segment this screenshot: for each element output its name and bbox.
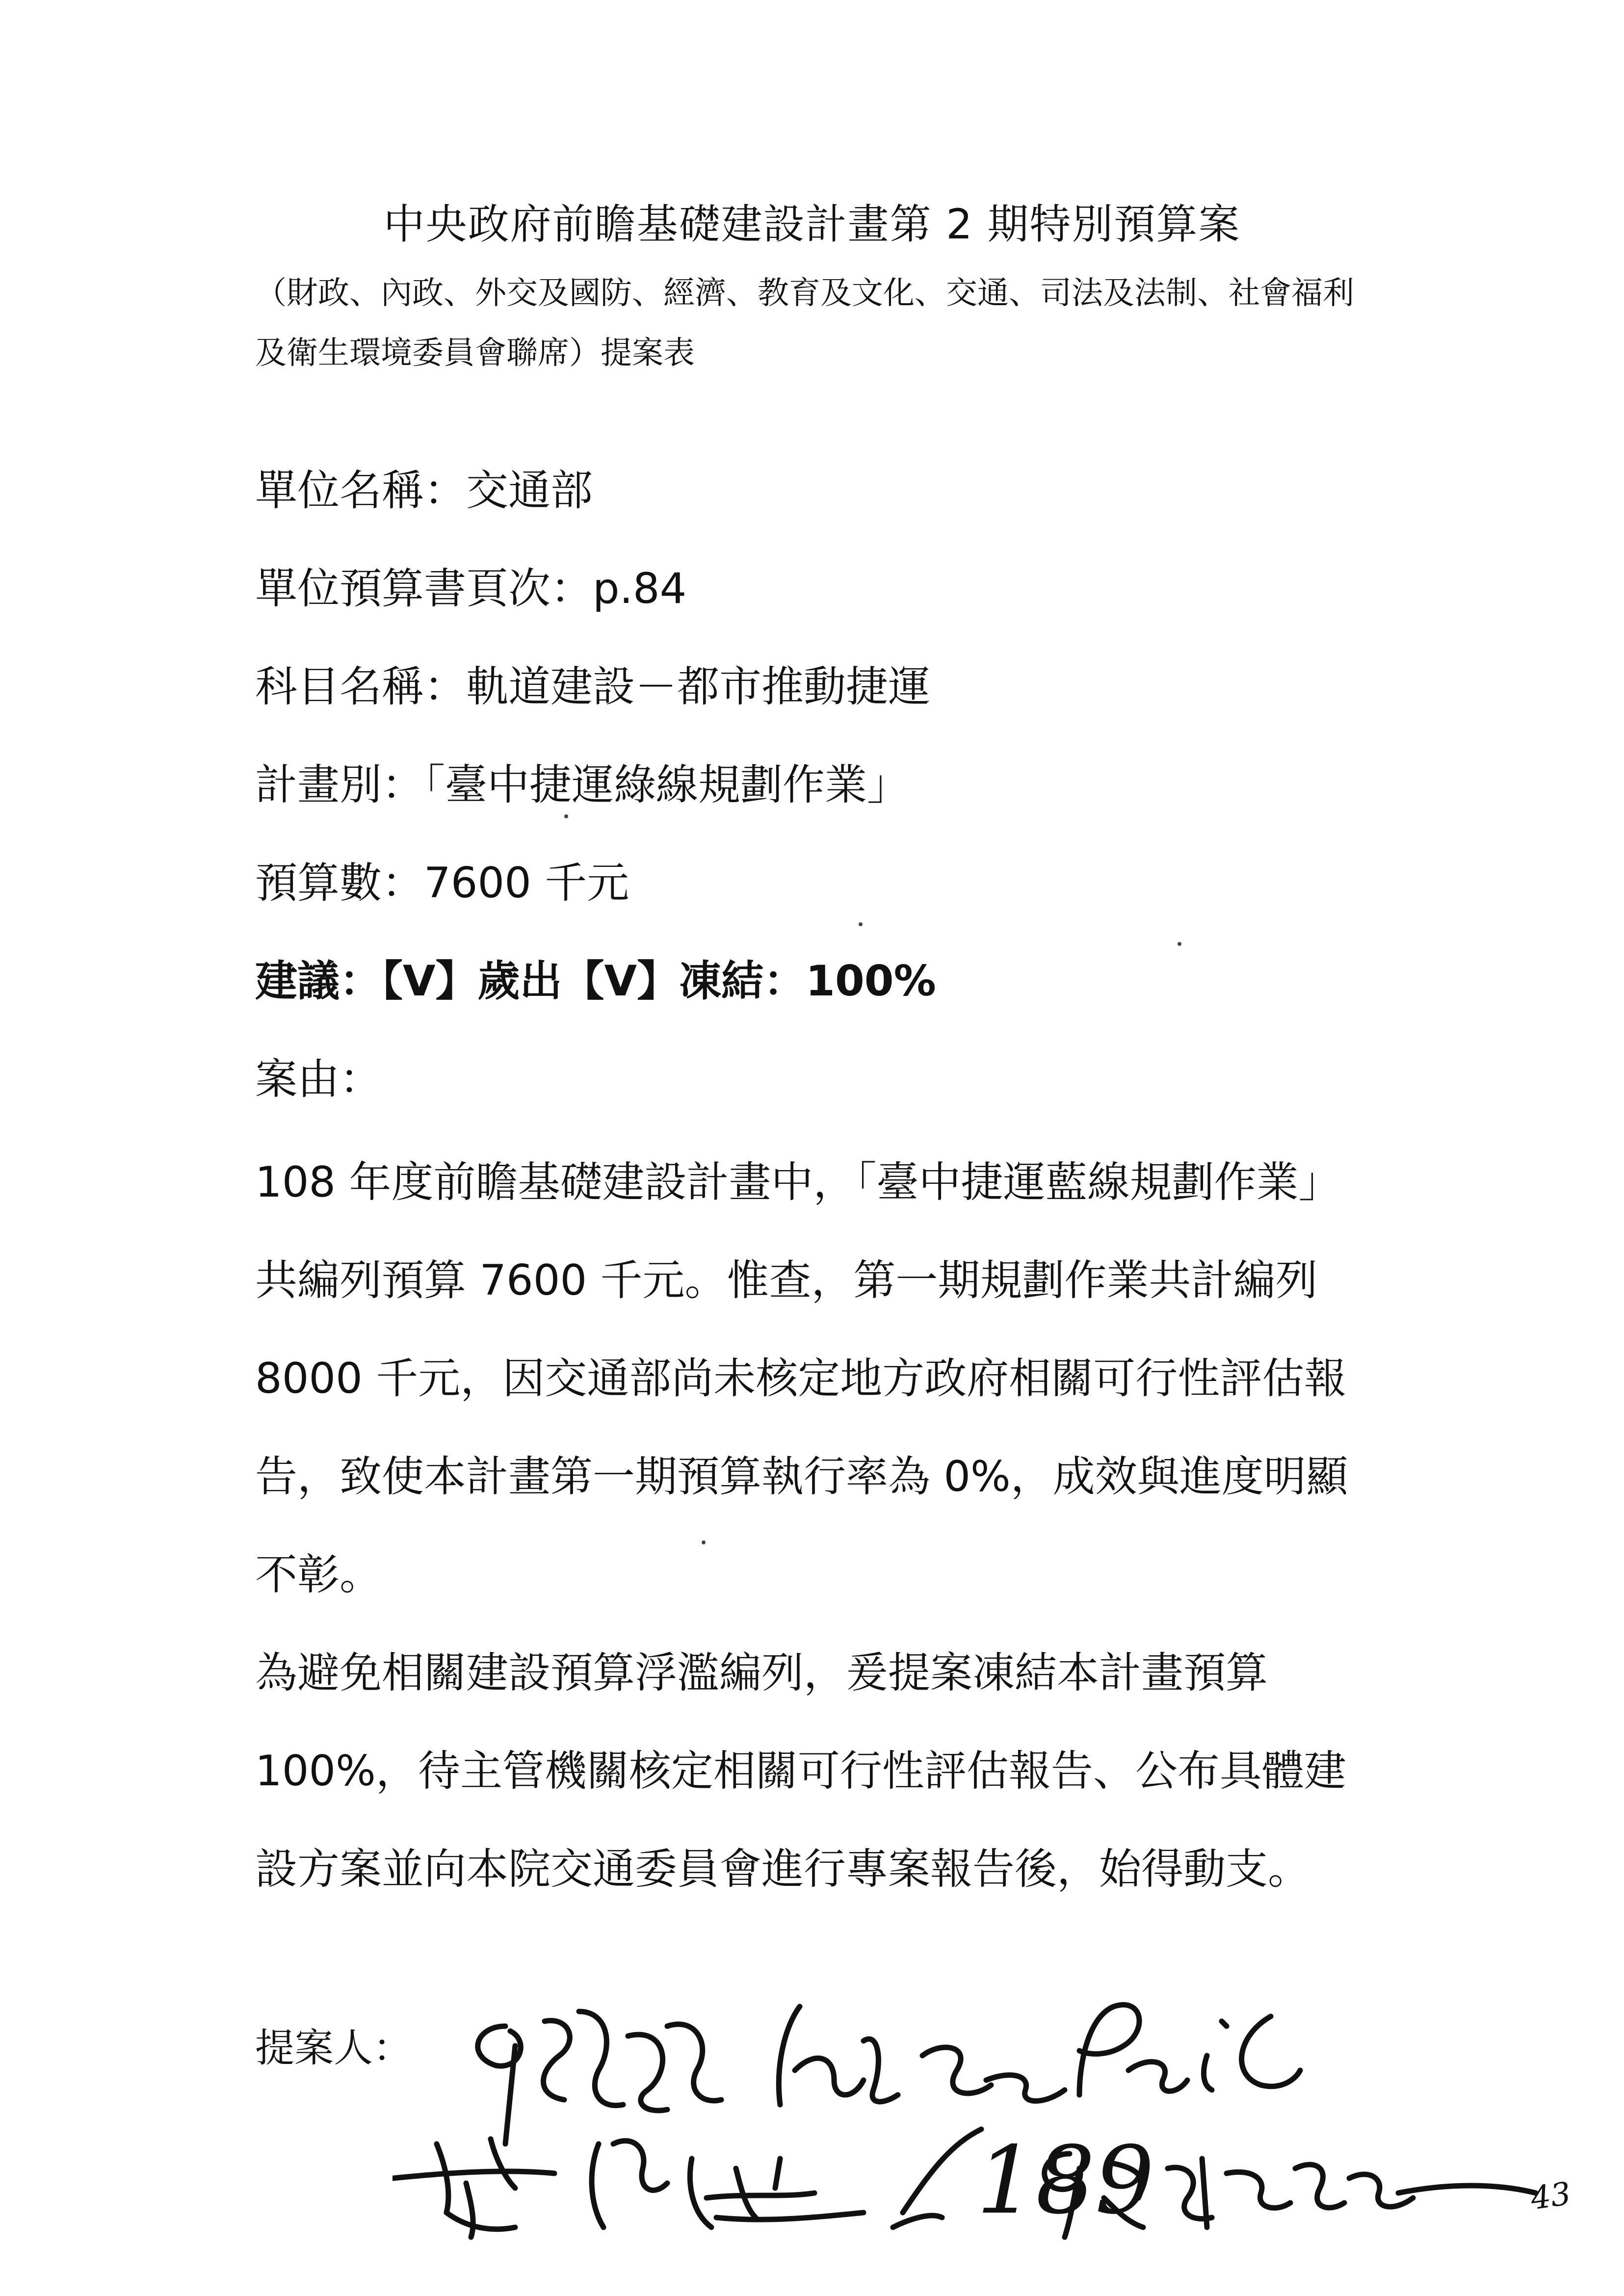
scan-speck xyxy=(564,814,568,818)
plan-field: 計畫別：「臺中捷運綠線規劃作業」 xyxy=(255,760,909,809)
document-subtitle-line2: 及衛生環境委員會聯席）提案表 xyxy=(255,335,695,371)
budget-page-field: 單位預算書頁次：p.84 xyxy=(255,564,687,613)
document-title: 中央政府前瞻基礎建設計畫第 2 期特別預算案 xyxy=(383,200,1241,248)
reason-line: 108 年度前瞻基礎建設計畫中，「臺中捷運藍線規劃作業」 xyxy=(255,1158,1341,1207)
handwritten-number: 189 xyxy=(976,2126,1154,2235)
subject-name-field: 科目名稱：軌道建設－都市推動捷運 xyxy=(255,662,930,711)
reason-label: 案由： xyxy=(255,1055,382,1104)
reason-line: 共編列預算 7600 千元。惟查，第一期規劃作業共計編列 xyxy=(255,1256,1318,1305)
reason-line: 不彰。 xyxy=(255,1550,382,1599)
reason-line: 8000 千元，因交通部尚未核定地方政府相關可行性評估報 xyxy=(255,1354,1347,1403)
scan-speck xyxy=(702,1540,706,1544)
recommendation-field: 建議：【V】歲出【V】凍結：100% xyxy=(255,957,936,1006)
reason-line: 100%，待主管機關核定相關可行性評估報告、公布具體建 xyxy=(255,1747,1346,1796)
document-subtitle-line1: （財政、內政、外交及國防、經濟、教育及文化、交通、司法及法制、社會福利 xyxy=(255,275,1354,312)
scan-speck xyxy=(859,922,863,926)
reason-line: 為避免相關建設預算浮濫編列，爰提案凍結本計畫預算 xyxy=(255,1648,1268,1697)
reason-line: 告，致使本計畫第一期預算執行率為 0%，成效與進度明顯 xyxy=(255,1452,1348,1501)
page-number: 43 xyxy=(1528,2175,1573,2218)
unit-name-field: 單位名稱：交通部 xyxy=(255,466,593,515)
reason-line: 設方案並向本院交通委員會進行專案報告後，始得動支。 xyxy=(255,1845,1310,1894)
budget-amount-field: 預算數：7600 千元 xyxy=(255,859,629,908)
proposer-label: 提案人： xyxy=(255,2025,412,2071)
handwritten-signatures xyxy=(393,1982,1570,2257)
scan-speck xyxy=(1178,942,1181,946)
